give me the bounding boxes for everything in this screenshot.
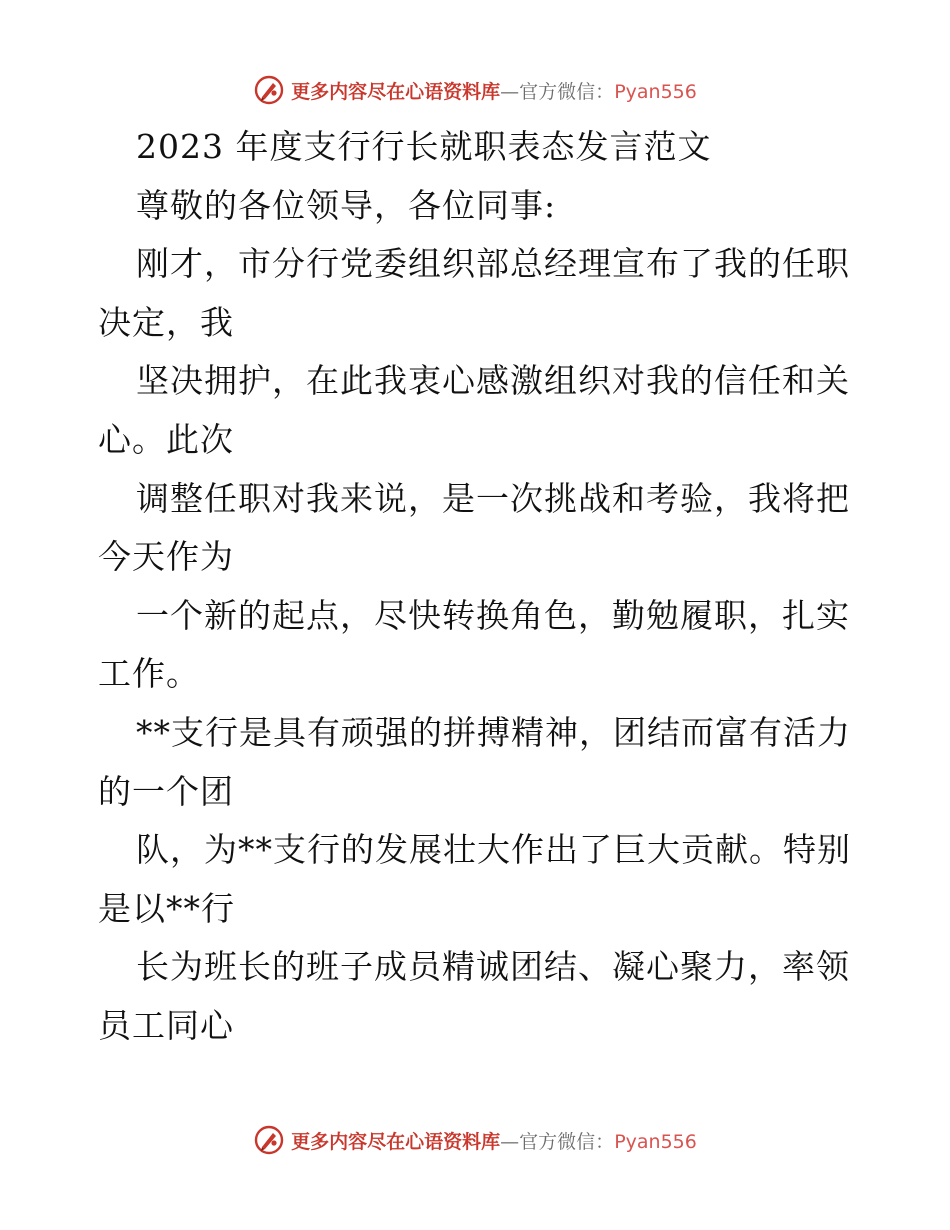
banner-dash: — <box>500 80 520 103</box>
document-line: 的一个团 <box>98 771 234 811</box>
document-body <box>98 118 850 1056</box>
header-banner <box>0 70 950 110</box>
document-line: 是以**行 <box>98 888 235 928</box>
document-line: 工作。 <box>98 654 200 694</box>
pen-logo-icon <box>253 1124 285 1156</box>
banner-lead: 更多内容尽在心语资料库 <box>291 1130 501 1153</box>
document-line: 坚决拥护，在此我衷心感激组织对我的信任和关 <box>136 361 850 401</box>
banner-text <box>291 77 697 104</box>
document-lines <box>98 177 850 1056</box>
banner-account: Pyan556 <box>614 80 697 103</box>
document-line: 今天作为 <box>98 537 234 577</box>
document-line: 心。此次 <box>98 419 234 459</box>
document-line: **支行是具有顽强的拼搏精神，团结而富有活力 <box>136 712 851 752</box>
document-line: 一个新的起点，尽快转换角色，勤勉履职，扎实 <box>136 595 850 635</box>
banner-wechat-label: 官方微信： <box>519 1130 615 1153</box>
banner-wechat-label: 官方微信： <box>519 80 615 103</box>
document-line: 决定，我 <box>98 302 234 342</box>
document-line: 尊敬的各位领导，各位同事: <box>136 185 557 225</box>
banner-lead: 更多内容尽在心语资料库 <box>291 80 501 103</box>
banner-dash: — <box>500 1130 520 1153</box>
banner-text <box>291 1127 697 1154</box>
banner-account: Pyan556 <box>614 1130 697 1153</box>
document-line: 刚才，市分行党委组织部总经理宣布了我的任职 <box>136 244 850 284</box>
document-line: 员工同心 <box>98 1005 234 1045</box>
document-line: 队，为**支行的发展壮大作出了巨大贡献。特别 <box>136 830 851 870</box>
document-line: 调整任职对我来说，是一次挑战和考验，我将把 <box>136 478 850 518</box>
pen-logo-icon <box>253 74 285 106</box>
document-title: 2023 年度支行行长就职表态发言范文 <box>136 127 712 166</box>
footer-banner <box>0 1120 950 1160</box>
document-line: 长为班长的班子成员精诚团结、凝心聚力，率领 <box>136 947 850 987</box>
